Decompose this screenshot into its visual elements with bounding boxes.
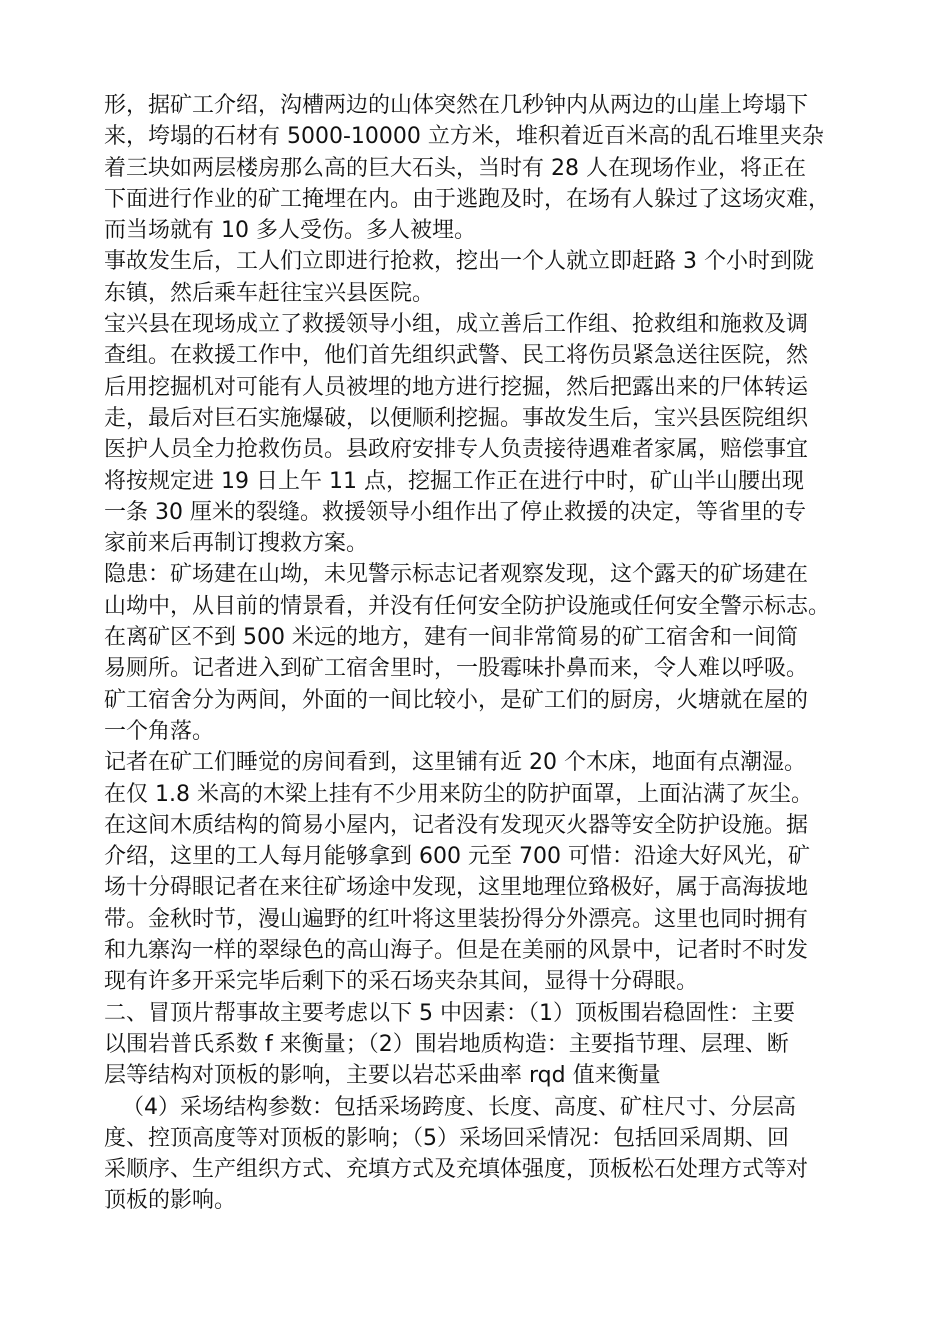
text-line: 顶板的影响。 [104, 1188, 237, 1214]
text-line: 记者在矿工们睡觉的房间看到，这里铺有近 20 个木床，地面有点潮湿。 [104, 750, 806, 776]
text-line: 一条 30 厘米的裂缝。救援领导小组作出了停止救援的决定，等省里的专 [104, 499, 806, 525]
text-line: 后用挖掘机对可能有人员被埋的地方进行挖掘，然后把露出来的尸体转运 [104, 374, 809, 400]
text-line: 将按规定进 19 日上午 11 点，挖掘工作正在进行中时，矿山半山腰出现 [104, 468, 804, 494]
text-line: 矿工宿舍分为两间，外面的一间比较小，是矿工们的厨房，火塘就在屋的 [104, 687, 809, 713]
text-line: 现有许多开采完毕后剩下的采石场夹杂其间，显得十分碍眼。 [104, 969, 699, 995]
text-line: 层等结构对顶板的影响，主要以岩芯采曲率 rqd 值来衡量 [104, 1063, 661, 1089]
text-line: 度、控顶高度等对顶板的影响；（5）采场回采情况：包括回采周期、回 [104, 1125, 789, 1151]
text-line: 一个角落。 [104, 718, 215, 744]
text-line: 和九寨沟一样的翠绿色的高山海子。但是在美丽的风景中，记者时不时发 [104, 938, 809, 964]
text-line: 场十分碍眼记者在来往矿场途中发现，这里地理位臵极好，属于高海拔地 [104, 875, 809, 901]
text-line: 采顺序、生产组织方式、充填方式及充填体强度，顶板松石处理方式等对 [104, 1157, 809, 1183]
body-text [104, 90, 884, 1217]
text-line: 而当场就有 10 多人受伤。多人被埋。 [104, 218, 476, 244]
text-line: （4）采场结构参数：包括采场跨度、长度、高度、矿柱尺寸、分层高 [122, 1094, 796, 1120]
text-line: 带。金秋时节，漫山遍野的红叶将这里装扮得分外漂亮。这里也同时拥有 [104, 906, 809, 932]
text-line: 来，垮塌的石材有 5000-10000 立方米，堆积着近百米高的乱石堆里夹杂 [104, 124, 824, 150]
text-line: 山坳中，从目前的情景看，并没有任何安全防护设施或任何安全警示标志。 [104, 593, 831, 619]
text-line: 在这间木质结构的简易小屋内，记者没有发现灭火器等安全防护设施。据 [104, 812, 809, 838]
text-line: 二、冒顶片帮事故主要考虑以下 5 中因素：（1）顶板围岩稳固性：主要 [104, 1000, 795, 1026]
text-line: 在离矿区不到 500 米远的地方，建有一间非常简易的矿工宿舍和一间简 [104, 625, 798, 651]
text-line: 查组。在救援工作中，他们首先组织武警、民工将伤员紧急送往医院，然 [104, 343, 809, 369]
text-line: 走，最后对巨石实施爆破，以便顺利挖掘。事故发生后，宝兴县医院组织 [104, 405, 809, 431]
text-line: 医护人员全力抢救伤员。县政府安排专人负责接待遇难者家属，赔偿事宜 [104, 437, 809, 463]
text-line: 在仅 1.8 米高的木梁上挂有不少用来防尘的防护面罩，上面沾满了灰尘。 [104, 781, 813, 807]
text-line: 东镇，然后乘车赶往宝兴县医院。 [104, 280, 435, 306]
text-line: 形，据矿工介绍，沟槽两边的山体突然在几秒钟内从两边的山崖上垮塌下 [104, 93, 809, 118]
text-line: 宝兴县在现场成立了救援领导小组，成立善后工作组、抢救组和施救及调 [104, 312, 809, 338]
text-line: 隐患：矿场建在山坳，未见警示标志记者观察发现，这个露天的矿场建在 [104, 562, 809, 588]
text-line: 易厕所。记者进入到矿工宿舍里时，一股霉味扑鼻而来，令人难以呼吸。 [104, 656, 809, 682]
text-line: 介绍，这里的工人每月能够拿到 600 元至 700 可惜：沿途大好风光，矿 [104, 844, 810, 870]
text-line: 家前来后再制订搜救方案。 [104, 531, 369, 557]
text-line: 着三块如两层楼房那么高的巨大石头，当时有 28 人在现场作业，将正在 [104, 155, 806, 181]
text-line: 事故发生后，工人们立即进行抢救，挖出一个人就立即赶路 3 个小时到陇 [104, 249, 814, 275]
text-line: 下面进行作业的矿工掩埋在内。由于逃跑及时，在场有人躲过了这场灾难， [104, 186, 831, 212]
text-line: 以围岩普氏系数 f 来衡量；（2）围岩地质构造：主要指节理、层理、断 [104, 1031, 789, 1057]
